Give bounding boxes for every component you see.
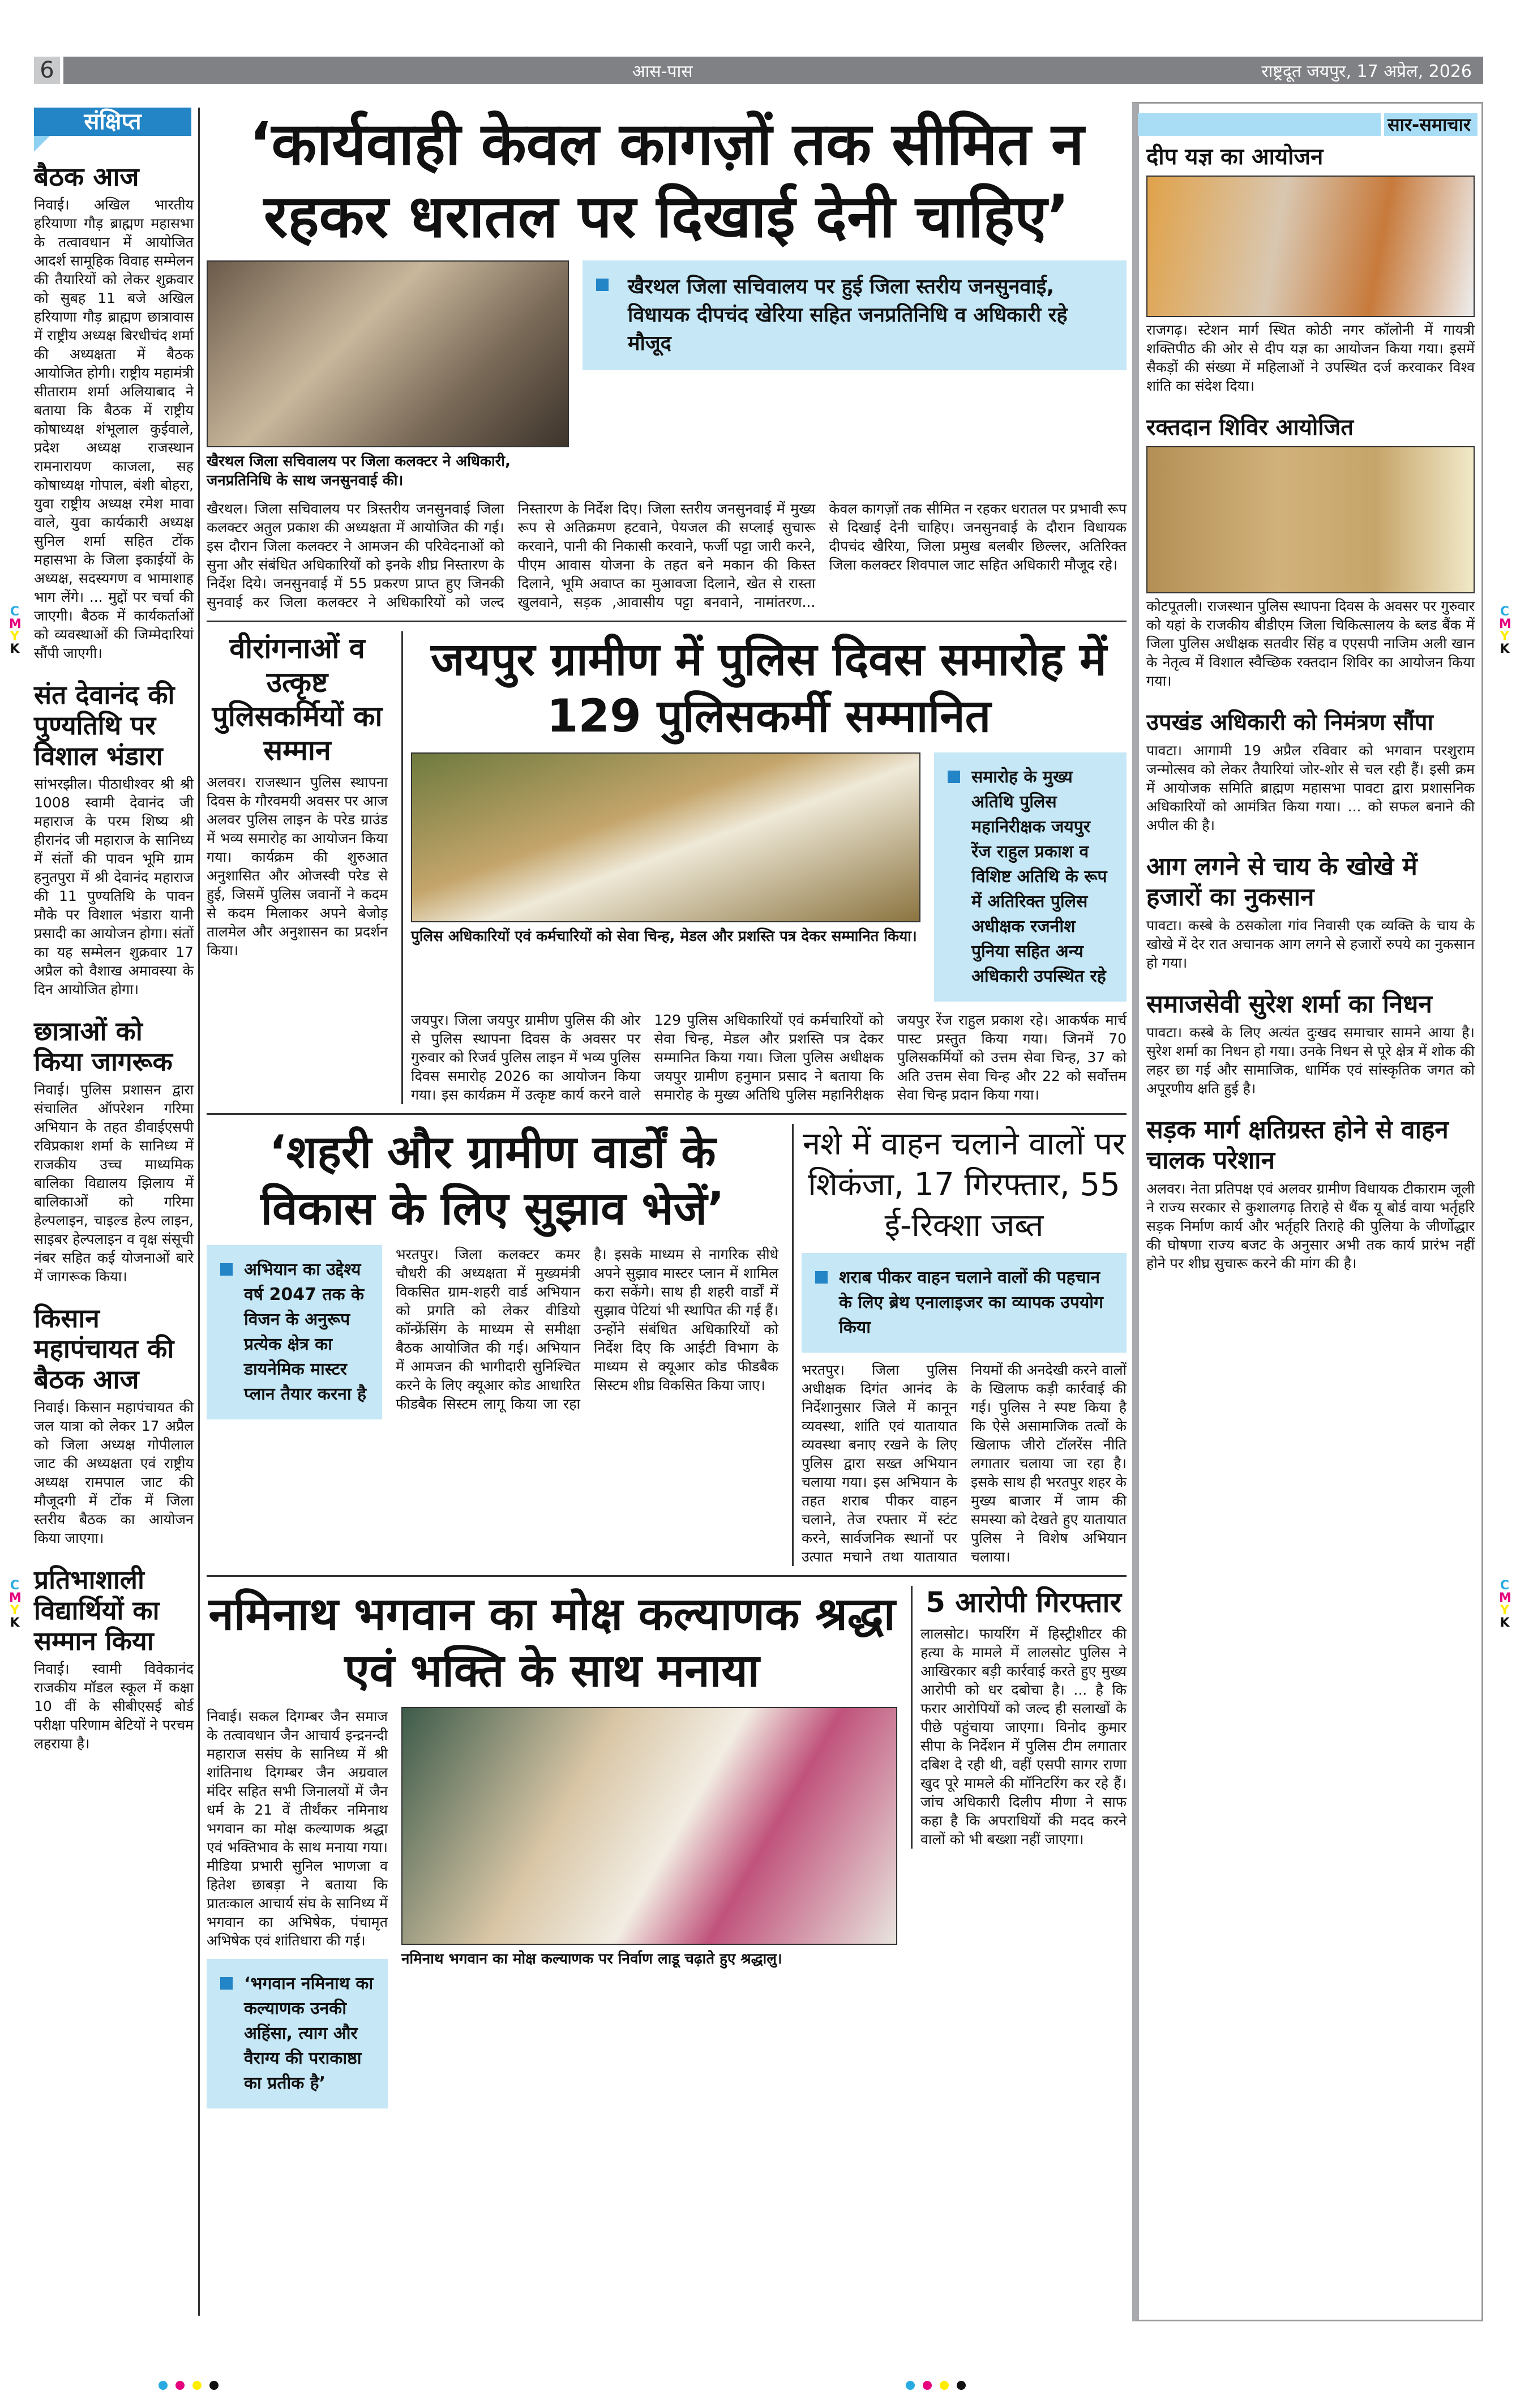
- police-side-body: अलवर। राजस्थान पुलिस स्थापना दिवस के गौरवमयी अवसर पर आज अलवर पुलिस लाइन के परेड ग्राउंड में भव्य समारोह का आयोजन किया गया। कार्यक्रम की शुरुआत अनुशासित और ओजस्वी परेड से हुई, जिसमें पुलिस जवानों ने कदम से कदम मिलाकर अपने बेजोड़ तालमेल और अनुशासन का प्रदर्शन किया।: [207, 774, 388, 959]
- brief-story: [34, 1564, 194, 1753]
- page-number: 6: [34, 57, 63, 84]
- story-body: पावटा। कस्बे के ठसकोला गांव निवासी एक व्यक्ति के चाय के खोखे में देर रात अचानक आग लगने से हजारों रुपये का नुकसान हो गया।: [1146, 917, 1475, 971]
- saar-samachar-text: सार-समाचार: [1381, 113, 1474, 136]
- naminath-story: [207, 1586, 897, 2108]
- lead-right: [583, 260, 1127, 370]
- brief-title: छात्राओं को किया जागरूक: [34, 1016, 173, 1077]
- brief-body: निवाई। स्वामी विवेकानंद राजकीय मॉडल स्कूल में कक्षा 10 वीं के सीबीएसई बोर्ड परीक्षा परिणाम बेटियों ने परचम लहराया है।: [34, 1661, 194, 1752]
- police-side: [207, 631, 388, 960]
- main-area: [207, 108, 1127, 2108]
- police-main: [401, 631, 1127, 1104]
- photo-block: [411, 752, 920, 946]
- brief-body: निवाई। अखिल भारतीय हरियाणा गौड़ ब्राह्मण महासभा के तत्वावधान में आयोजित आदर्श सामूहिक विवाह सम्मेलन की तैयारियों को लेकर शुक्रवार को सुबह 11 बजे अखिल हरियाणा गौड़ ब्राह्मण छात्रावास में राष्ट्रीय अध्यक्ष बिरधीचंद शर्मा की अध्यक्षता में बैठक आयोजित होगी। राष्ट्रीय महामंत्री सीताराम शर्मा अलियाबाद ने बताया कि बैठक में राष्ट्रीय कोषाध्यक्ष शंभूलाल कुईवाले, प्रदेश अध्यक्ष राजस्थान रामनारायण काजला, सह कोषाध्यक्ष गोपाल, बंशी बोहरा, युवा राष्ट्रीय अध्यक्ष रमेश मावा वाले, युवा कार्यकारी अध्यक्ष सुनिल शर्मा सहित टोंक महासभा के जिला इकाईयों के अध्यक्ष, सदस्यगण व भामाशाह भाग लेंगे। ... मुद्दों पर चर्चा की जाएगी। बैठक में कार्यकर्ताओं को व्यवस्थाओं की जिम्मेदारियां सौंपी जाएगी।: [34, 196, 194, 661]
- brief-story: [34, 161, 194, 662]
- highlight-box: ‘भगवान नमिनाथ का कल्याणक उनकी अहिंसा, त्याग और वैराग्य की पराकाष्ठा का प्रतीक है’: [207, 1959, 388, 2108]
- cmyk-mark: C M Y K: [9, 1579, 22, 1630]
- cmyk-mark: C M Y K: [1499, 1579, 1511, 1630]
- arrest-body: लालसोट। फायरिंग में हिस्ट्रीशीटर की हत्या के मामले में लालसोट पुलिस ने आखिरकार बड़ी कार्रवाई करते हुए मुख्य आरोपी को धर दबोचा है। ... है कि फरार आरोपियों को जल्द ही सलाखों के पीछे पहुंचाया जाएगा। विनोद कुमार सीपा के निर्देशन में पुलिस टीम लगातार दबिश दे रही थी, वहीं एसपी सागर राणा खुद पूरे मामले की मॉनिटरिंग कर रहे हैं। जांच अधिकारी दिलीप मीणा ने साफ कहा है कि अपराधियों की मदद करने वालों को भी बख्शा नहीं जाएगा।: [920, 1626, 1127, 1847]
- wards-headline: ‘शहरी और ग्रामीण वार्डों के विकास के लिए सुझाव भेजें’: [260, 1126, 725, 1235]
- brief-body: निवाई। किसान महापंचायत की जल यात्रा को लेकर 17 अप्रैल को जिला अध्यक्ष गोपीलाल जाट की अध्यक्षता एवं राष्ट्रीय अध्यक्ष रामपाल जाट की मौजूदगी में टोंक में जिला स्तरीय बैठक का आयोजन किया जाएगा।: [34, 1399, 194, 1546]
- cmyk-mark: C M Y K: [9, 605, 22, 656]
- police-side-title: वीरांगनाओं व उत्कृष्ट पुलिसकर्मियों का सम्मान: [212, 632, 383, 767]
- blood-donation-photo: [1146, 446, 1475, 593]
- jansunwai-photo: [207, 260, 569, 447]
- saar-stories: [1146, 142, 1475, 1273]
- section-name: आस-पास: [632, 61, 693, 82]
- story-title: रक्तदान शिविर आयोजित: [1146, 414, 1354, 440]
- nirvan-ladoo-photo: [401, 1707, 897, 1945]
- story-body: कोटपूतली। राजस्थान पुलिस स्थापना दिवस के अवसर पर गुरुवार को यहां के राजकीय बीडीएम जिला चिकित्सालय के ब्लड बैंक में जिला पुलिस अधीक्षक सतवीर सिंह व एएसपी नाजिम अली खान के नेतृत्व में विशाल स्वैच्छिक रक्तदान शिविर का आयोजन किया गया।: [1146, 598, 1475, 689]
- brief-label-tail: [34, 136, 50, 152]
- brief-story: [34, 679, 194, 999]
- drunk-story: [792, 1124, 1127, 1566]
- wards-story: [207, 1124, 778, 1419]
- arrest-story: [911, 1586, 1127, 1849]
- drunk-headline: नशे में वाहन चलाने वालों पर शिकंजा, 17 गिरफ्तार, 55 ई-रिक्शा जब्त: [802, 1126, 1126, 1244]
- story-title: सड़क मार्ग क्षतिग्रस्त होने से वाहन चालक परेशान: [1146, 1115, 1449, 1175]
- police-headline: जयपुर ग्रामीण में पुलिस दिवस समारोह में 129 पुलिसकर्मी सम्मानित: [431, 633, 1107, 742]
- highlight-box: अभियान का उद्देश्य वर्ष 2047 तक के विजन के अनुरूप प्रत्येक क्षेत्र का डायनेमिक मास्टर प्लान तैयार करना है: [207, 1245, 382, 1419]
- brief-story: [34, 1303, 194, 1547]
- arrest-headline: 5 आरोपी गिरफ्तार: [926, 1586, 1121, 1619]
- brief-title: किसान महापंचायत की बैठक आज: [34, 1303, 174, 1395]
- khairthal-story: [207, 108, 1127, 622]
- saar-samachar-label: [1138, 113, 1478, 136]
- brief-column: [34, 161, 194, 1753]
- photo-caption: खैरथल जिला सचिवालय पर जिला कलक्टर ने अधिकारी, जनप्रतिनिधि के साथ जनसुनवाई की।: [207, 453, 511, 489]
- lead-headline: ‘कार्यवाही केवल कागज़ों तक सीमित न रहकर धरातल पर दिखाई देनी चाहिए’: [249, 109, 1084, 251]
- registration-dots: [159, 2381, 219, 2390]
- story-body: पावटा। कस्बे के लिए अत्यंत दुःखद समाचार सामने आया है। सुरेश शर्मा का निधन हो गया। उनके निधन से पूरे क्षेत्र में शोक की लहर छा गई और सामाजिक, धार्मिक एवं सांस्कृतिक जगत को अपूरणीय क्षति हुई है।: [1146, 1024, 1475, 1097]
- naminath-arrest-row: [207, 1586, 1127, 2108]
- story-title: दीप यज्ञ का आयोजन: [1146, 144, 1324, 170]
- brief-title: बैठक आज: [34, 161, 139, 192]
- wards-drunk-row: [207, 1124, 1127, 1577]
- highlight-box: शराब पीकर वाहन चलाने वालों की पहचान के लिए ब्रेथ एनालाइजर का व्यापक उपयोग किया: [802, 1253, 1127, 1353]
- story-title: समाजसेवी सुरेश शर्मा का निधन: [1146, 990, 1432, 1019]
- brief-label: संक्षिप्त: [34, 108, 191, 136]
- deep-yagya-photo: [1146, 176, 1475, 317]
- naminath-text: [207, 1707, 388, 2108]
- dateline: राष्ट्रदूत जयपुर, 17 अप्रेल, 2026: [1261, 61, 1472, 82]
- police-body: जयपुर। जिला जयपुर ग्रामीण पुलिस की ओर से पुलिस स्थापना दिवस के अवसर पर गुरुवार को रिजर्व पुलिस लाइन में भव्य पुलिस दिवस समारोह 2026 का आयोजन किया गया। इस कार्यक्रम में उत्कृष्ट कार्य करने वाले 129 पुलिस अधिकारियों एवं कर्मचारियों को सेवा चिन्ह, मेडल और प्रशस्ति पत्र देकर सम्मानित किया गया। जिला पुलिस अधीक्षक जयपुर ग्रामीण हनुमान प्रसाद ने बताया कि समारोह के मुख्य अतिथि पुलिस महानिरीक्षक जयपुर रेंज राहुल प्रकाश रहे। आकर्षक मार्च पास्ट प्रस्तुत किया गया। जिनमें 70 पुलिसकर्मियों को उत्तम सेवा चिन्ह, 37 को अति उत्तम सेवा चिन्ह और 22 को सर्वोत्तम सेवा चिन्ह प्रदान किया गया।: [411, 1012, 1127, 1103]
- photo-caption: नमिनाथ भगवान का मोक्ष कल्याणक पर निर्वाण लाडू चढ़ाते हुए श्रद्धालु।: [401, 1951, 782, 1968]
- brief-body: सांभरझील। पीठाधीश्वर श्री श्री 1008 स्वामी देवानंद जी महाराज के परम शिष्य श्री हीरानंद जी महाराज के सानिध्य में संतों की पावन भूमि ग्राम हनुतपुरा में श्री देवानंद महाराज की 11 पुण्यतिथि के पावन मौके पर विशाल भंडारा यानी प्रसादी का आयोजन होगा। संतों का यह सम्मेलन शुक्रवार 17 अप्रैल को वैशाख अमावस्या के दिन आयोजित होगा।: [34, 776, 194, 998]
- highlight-box: खैरथल जिला सचिवालय पर हुई जिला स्तरीय जनसुनवाई, विधायक दीपचंद खेरिया सहित जनप्रतिनिधि व अधिकारी रहे मौजूद: [583, 260, 1127, 370]
- photo-caption: पुलिस अधिकारियों एवं कर्मचारियों को सेवा चिन्ह, मेडल और प्रशस्ति पत्र देकर सम्मानित किया।: [411, 928, 917, 945]
- drunk-body: भरतपुर। जिला पुलिस अधीक्षक दिगंत आनंद के निर्देशानुसार जिले में कानून व्यवस्था, शांति एवं यातायात व्यवस्था बनाए रखने के लिए पुलिस द्वारा सख्त अभियान चलाया गया। इस अभियान के तहत शराब पीकर वाहन चलाने, तेज रफ्तार में स्टंट करने, सार्वजनिक स्थानों पर उत्पात मचाने तथा यातायात नियमों की अनदेखी करने वालों के खिलाफ कड़ी कार्रवाई की गई। पुलिस ने स्पष्ट किया है कि ऐसे असामाजिक तत्वों के खिलाफ जीरो टॉलरेंस नीति लगातार चलाया जा रहा है। इसके साथ ही भरतपुर शहर के मुख्य बाजार में जाम की समस्या को देखते हुए यातायात पुलिस ने विशेष अभियान चलाया।: [802, 1362, 1127, 1565]
- page-header: [34, 57, 1483, 84]
- naminath-body: निवाई। सकल दिगम्बर जैन समाज के तत्वावधान जैन आचार्य इन्द्रनन्दी महाराज ससंघ के सानिध्य में श्री शांतिनाथ दिगम्बर जैन अग्रवाल मंदिर सहित सभी जिनालयों में जैन धर्म के 21 वें तीर्थंकर नमिनाथ भगवान का मोक्ष कल्याणक श्रद्धा एवं भक्तिभाव के साथ मनाया गया। मीडिया प्रभारी सुनिल भाणजा व हितेश छाबड़ा ने बताया कि प्रातःकाल आचार्य संघ के सानिध्य में भगवान का अभिषेक, पंचामृत अभिषेक एवं शांतिधारा की गई।: [207, 1708, 388, 1949]
- wards-body: भरतपुर। जिला कलक्टर कमर चौधरी की अध्यक्षता में मुख्यमंत्री विकसित ग्राम-शहरी वार्ड अभियान को प्रगति को लेकर वीडियो कॉन्फ्रेंसिंग के माध्यम से समीक्षा बैठक आयोजित की गई। अभियान में आमजन की भागीदारी सुनिश्चित करने के लिए क्यूआर कोड आधारित फीडबैक सिस्टम लागू किया जा रहा है। इसके माध्यम से नागरिक सीधे अपने सुझाव मास्टर प्लान में शामिल करा सकेंगे। साथ ही शहरी वार्डों में सुझाव पेटियां भी स्थापित की गई हैं। उन्होंने संबंधित अधिकारियों को निर्देश दिए कि आईटी विभाग के माध्यम से क्यूआर कोड फीडबैक सिस्टम शीघ्र विकसित किया जाए।: [396, 1246, 778, 1412]
- brief-body: निवाई। पुलिस प्रशासन द्वारा संचालित ऑपरेशन गरिमा अभियान के तहत डीवाईएसपी रविप्रकाश शर्मा के सानिध्य में राजकीय उच्च माध्यमिक बालिका विद्यालय झिलाय में बालिकाओं को गरिमा हेल्पलाइन, चाइल्ड हेल्प लाइन, साइबर हेल्पलाइन व वृक्ष संसूची नंबर सहित कई योजनाओं बारे में जागरूक किया।: [34, 1081, 194, 1285]
- registration-dots: [906, 2381, 966, 2390]
- police-story: [207, 631, 1127, 1115]
- story-title: उपखंड अधिकारी को निमंत्रण सौंपा: [1146, 709, 1433, 735]
- cmyk-mark: C M Y K: [1499, 605, 1511, 656]
- lead-body: खैरथल। जिला सचिवालय पर त्रिस्तरीय जनसुनवाई जिला कलक्टर अतुल प्रकाश की अध्यक्षता में आयोजित की गई। इस दौरान जिला कलक्टर ने आमजन की परिवेदनाओं को सुना और संबंधित अधिकारियों को इनके शीघ्र निस्तारण के निर्देश दिये। जनसुनवाई में 55 प्रकरण प्राप्त हुए जिनकी सुनवाई कर जिला कलक्टर ने अधिकारियों को जल्द निस्तारण के निर्देश दिए। जिला स्तरीय जनसुनवाई में मुख्य रूप से अतिक्रमण हटवाने, पेयजल की सप्लाई सुचारू करवाने, पानी की निकासी करवाने, फर्जी पट्टा जारी करने, पीएम आवास योजना के तहत बने मकान की किस्त दिलाने, भूमि अवाप्त का मुआवजा दिलाने, खेत से रास्ता खुलवाने, सड़क ,आवासीय पट्टा बनवाने, नामांतरण... केवल कागज़ों तक सीमित न रहकर धरातल पर प्रभावी रूप से दिखाई देनी चाहिए। जनसुनवाई के दौरान विधायक दीपचंद खैरिया, जिला प्रमुख बलबीर छिल्लर, अतिरिक्त जिला कलक्टर शिवपाल जाट सहित अधिकारी मौजूद रहे।: [207, 501, 1127, 610]
- brief-story: [34, 1016, 194, 1286]
- photo-block: [207, 260, 569, 490]
- brief-title: प्रतिभाशाली विद्यार्थियों का सम्मान किया: [34, 1564, 160, 1656]
- column-divider: [198, 108, 200, 2316]
- naminath-headline: नमिनाथ भगवान का मोक्ष कल्याणक श्रद्धा एवं भक्ति के साथ मनाया: [208, 1588, 896, 1697]
- story-body: अलवर। नेता प्रतिपक्ष एवं अलवर ग्रामीण विधायक टीकाराम जूली ने राज्य सरकार से कुशालगढ़ तिराहे से थैंक यू बोर्ड वाया भर्तृहरि सड़क निर्माण कार्य और भर्तृहरि तिराहे की पुलिया के जीर्णोद्धार की घोषणा राज्य बजट के अनुसार अभी तक कार्य प्रारंभ नहीं होने पर शीघ्र सुचारू करने की मांग की है।: [1146, 1181, 1475, 1272]
- brief-title: संत देवानंद की पुण्यतिथि पर विशाल भंडारा: [34, 679, 175, 771]
- story-body: पावटा। आगामी 19 अप्रैल रविवार को भगवान परशुराम जन्मोत्सव को लेकर तैयारियां जोर-शोर से चल रही हैं। इसी क्रम में आयोजक समिति ब्राह्मण महासभा पावटा द्वारा प्रशासनिक अधिकारियों को आमंत्रित किया गया। ... को सफल बनाने की अपील की है।: [1146, 742, 1475, 833]
- photo-block: [401, 1707, 897, 1969]
- police-award-photo: [411, 752, 920, 922]
- highlight-box: समारोह के मुख्य अतिथि पुलिस महानिरीक्षक जयपुर रेंज राहुल प्रकाश व विशिष्ट अतिथि के रूप में अतिरिक्त पुलिस अधीक्षक रजनीश पुनिया सहित अन्य अधिकारी उपस्थित रहे: [934, 752, 1127, 1002]
- story-title: आग लगने से चाय के खोखे में हजारों का नुकसान: [1146, 852, 1417, 912]
- story-body: राजगढ़। स्टेशन मार्ग स्थित कोठी नगर कॉलोनी में गायत्री शक्तिपीठ की ओर से दीप यज्ञ का आयोजन किया गया। इसमें सैकड़ों की संख्या में महिलाओं ने उपस्थित दर्ज करवाकर विश्व शांति का संदेश दिया।: [1146, 322, 1475, 394]
